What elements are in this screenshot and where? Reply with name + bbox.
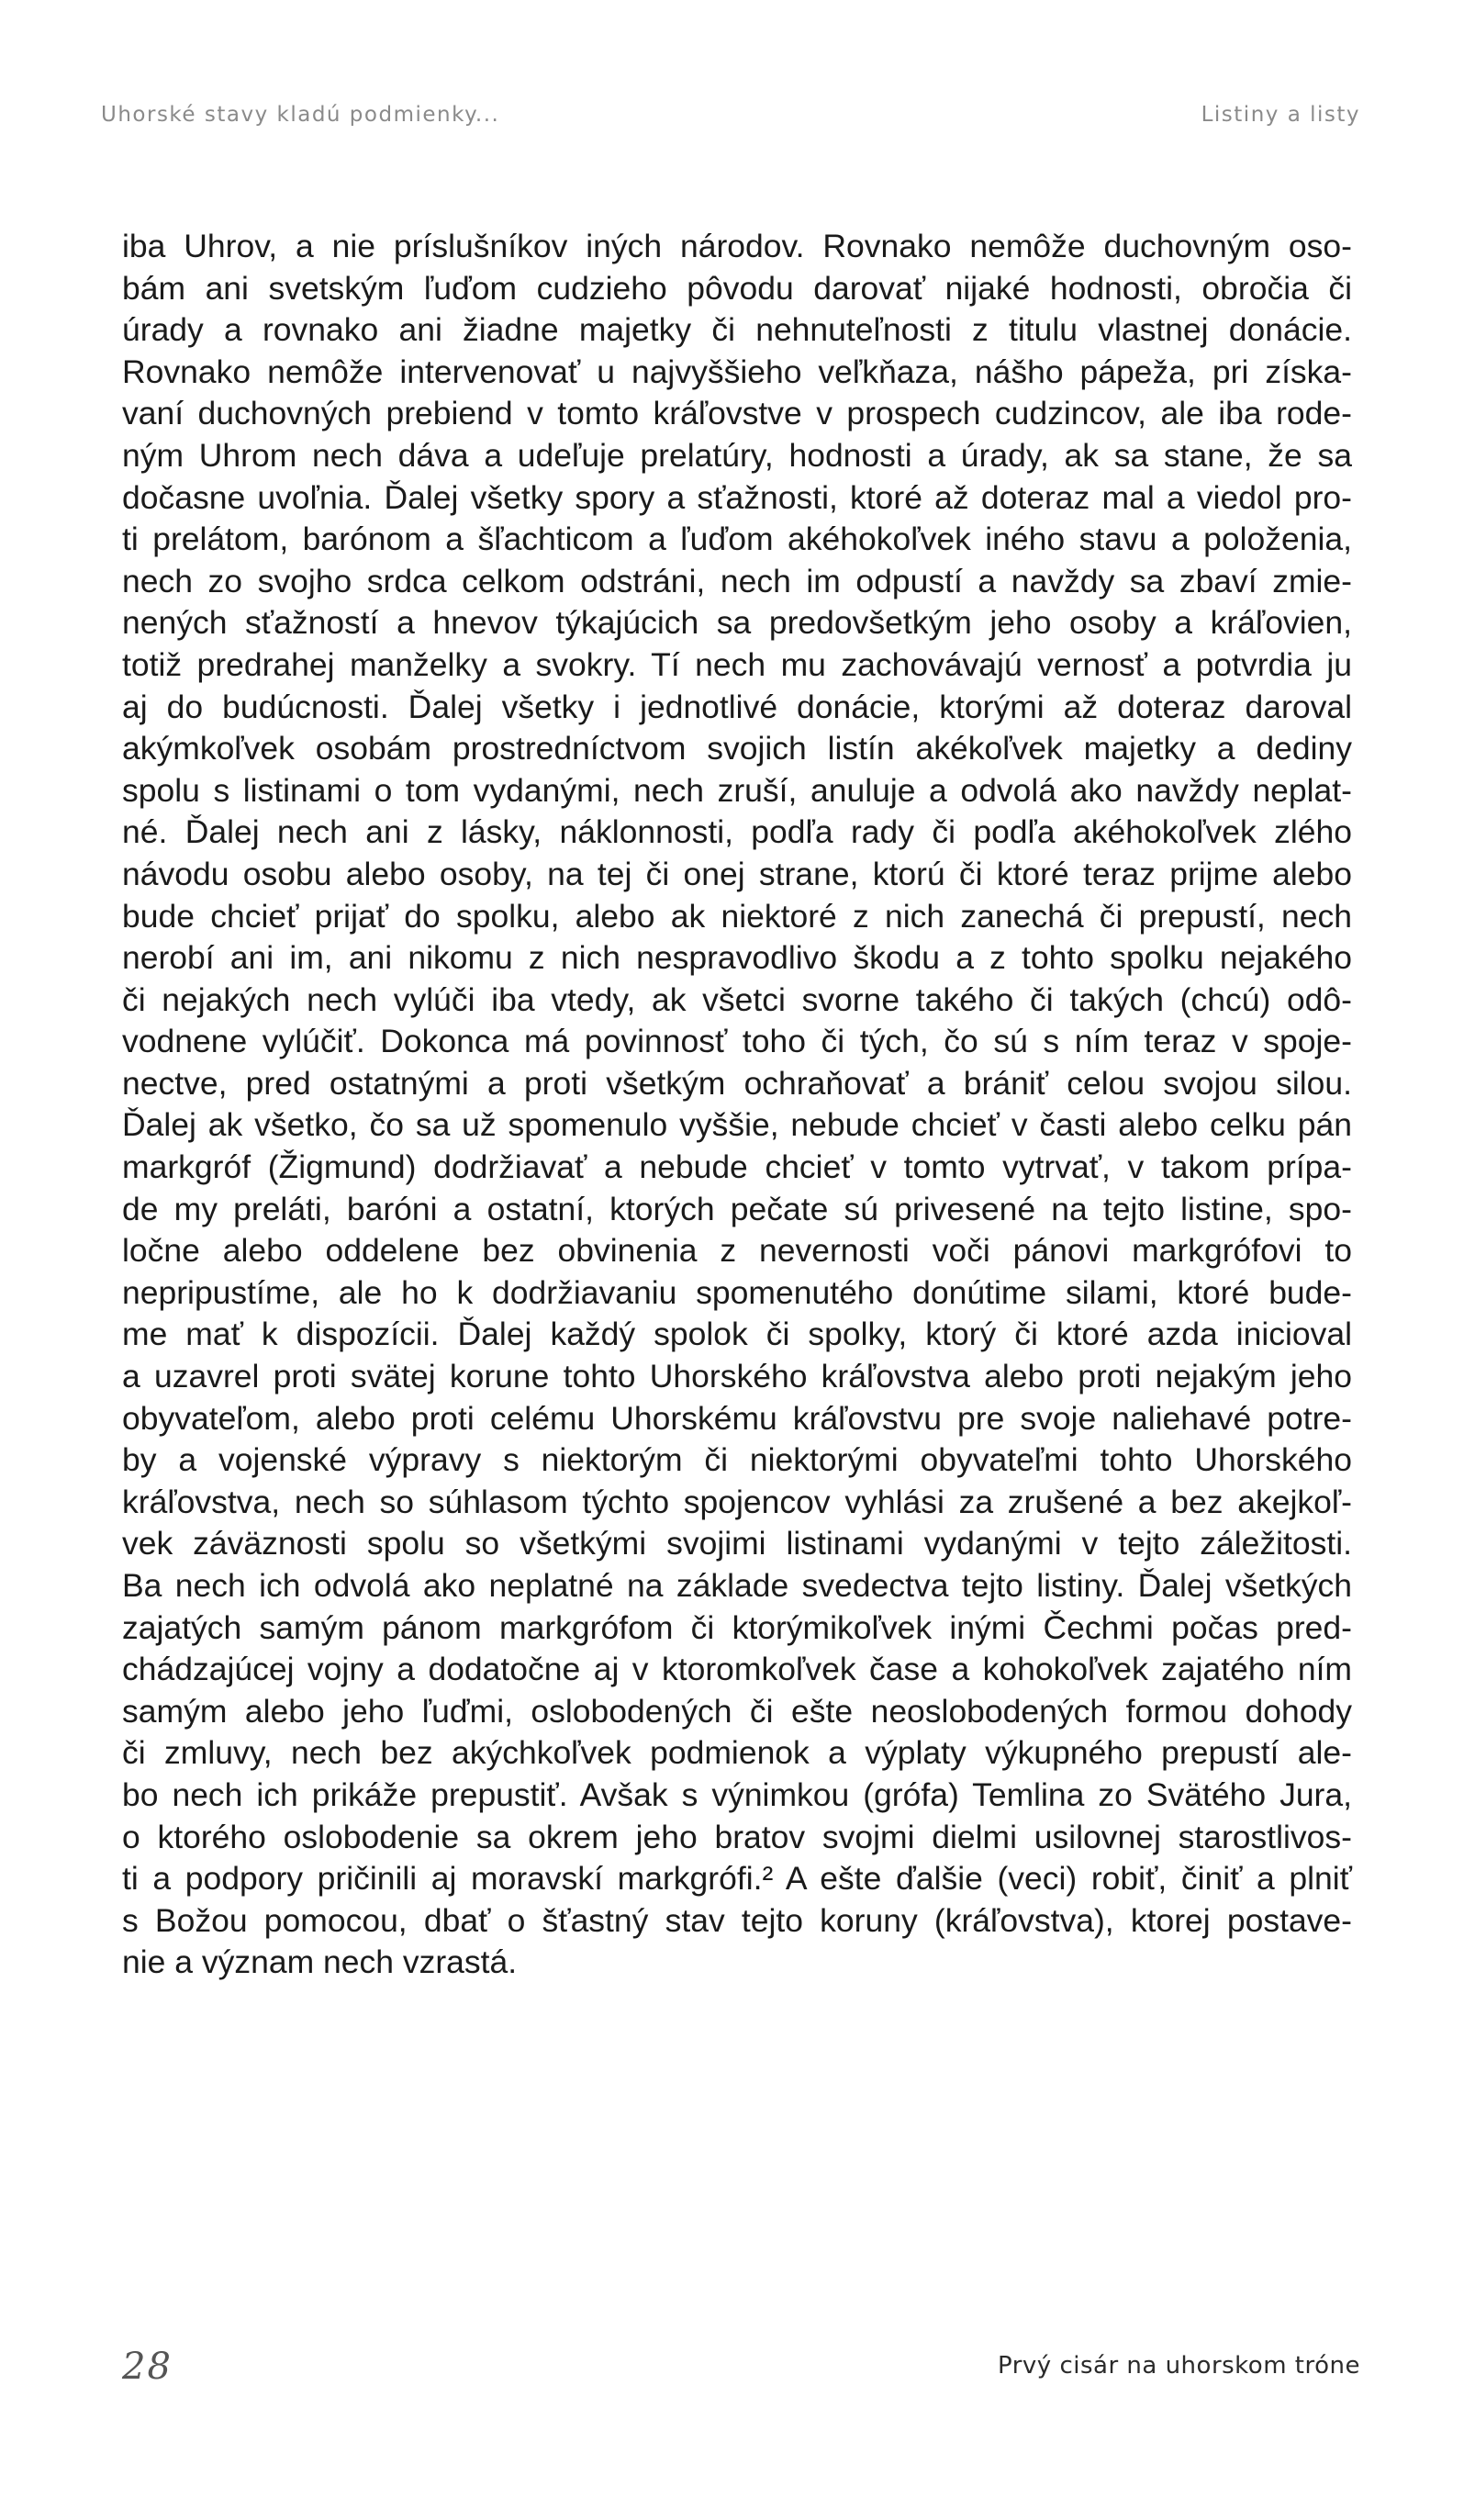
text-line: markgróf (Žigmund) dodržiavať a nebude chcieť v tomto vytrvať, v takom prípa-	[122, 1148, 1352, 1186]
text-line: vodnene vylúčiť. Dokonca má povinnosť toho či tých, čo sú s ním teraz v spoje-	[122, 1023, 1352, 1060]
book-title-footer: Prvý cisár na uhorskom tróne	[998, 2352, 1360, 2380]
text-line: nectve, pred ostatnými a proti všetkým ochraňovať a brániť celou svojou silou.	[122, 1064, 1352, 1102]
text-line: né. Ďalej nech ani z lásky, náklonnosti, podľa rady či podľa akéhokoľvek zlého	[122, 813, 1352, 851]
running-header-section: Listiny a listy	[1201, 103, 1360, 127]
text-line: dočasne uvoľnia. Ďalej všetky spory a sťažnosti, ktoré až doteraz mal a viedol pro-	[122, 478, 1352, 516]
text-line: nepripustíme, ale ho k dodržiavaniu spomenutého donútime silami, ktoré bude-	[122, 1273, 1352, 1311]
text-line: iba Uhrov, a nie príslušníkov iných národov. Rovnako nemôže duchovným oso-	[122, 228, 1352, 264]
text-line: chádzajúcej vojny a dodatočne aj v ktoromkoľvek čase a kohokoľvek zajatého ním	[122, 1651, 1352, 1688]
text-line: o ktorého oslobodenie sa okrem jeho bratov svojmi dielmi usilovnej starostlivos-	[122, 1818, 1352, 1855]
text-line: de my preláti, baróni a ostatní, ktorých pečate sú privesené na tejto listine, spo-	[122, 1190, 1352, 1227]
text-line: bo nech ich prikáže prepustiť. Avšak s výnimkou (grófa) Temlina zo Svätého Jura,	[122, 1775, 1352, 1813]
running-header-chapter: Uhorské stavy kladú podmienky...	[101, 103, 500, 127]
text-line: a uzavrel proti svätej korune tohto Uhorského kráľovstva alebo proti nejakým jeho	[122, 1358, 1352, 1395]
text-line: by a vojenské výpravy s niektorým či niektorými obyvateľmi tohto Uhorského	[122, 1441, 1352, 1479]
text-line: zajatých samým pánom markgrófom či ktorýmikoľvek inými Čechmi počas pred-	[122, 1608, 1352, 1646]
text-line: totiž predrahej manželky a svokry. Tí nech mu zachovávajú vernosť a potvrdia ju	[122, 645, 1352, 683]
text-line: vek záväznosti spolu so všetkými svojimi listinami vydanými v tejto záležitosti.	[122, 1525, 1352, 1562]
running-header	[101, 103, 1360, 140]
text-line: Rovnako nemôže intervenovať u najvyššieho veľkňaza, nášho pápeža, pri získa-	[122, 353, 1352, 390]
text-line: ti a podpory pričinili aj moravskí markgrófi.² A ešte ďalšie (veci) robiť, činiť a plniť	[122, 1860, 1352, 1898]
text-line: úrady a rovnako ani žiadne majetky či nehnuteľnosti z titulu vlastnej donácie.	[122, 311, 1352, 349]
text-line: nerobí ani im, ani nikomu z nich nespravodlivo škodu a z tohto spolku nejakého	[122, 939, 1352, 977]
text-line: nech zo svojho srdca celkom odstráni, nech im odpustí a navždy sa zbaví zmie-	[122, 562, 1352, 599]
text-line: akýmkoľvek osobám prostredníctvom svojich listín akékoľvek majetky a dediny	[122, 730, 1352, 767]
text-line: ti prelátom, barónom a šľachticom a ľuďom akéhokoľvek iného stavu a položenia,	[122, 521, 1352, 558]
text-line: nených sťažností a hnevov týkajúcich sa predovšetkým jeho osoby a kráľovien,	[122, 604, 1352, 642]
text-line: kráľovstva, nech so súhlasom týchto spojencov vyhlási za zrušené a bez akejkoľ-	[122, 1483, 1352, 1520]
text-line: či zmluvy, nech bez akýchkoľvek podmienok a výplaty výkupného prepustí ale-	[122, 1734, 1352, 1772]
text-line: bám ani svetským ľuďom cudzieho pôvodu darovať nijaké hodnosti, obročia či	[122, 269, 1352, 307]
text-line: obyvateľom, alebo proti celému Uhorskému kráľovstvu pre svoje naliehavé potre-	[122, 1399, 1352, 1437]
text-line: ločne alebo oddelene bez obvinenia z nevernosti voči pánovi markgrófovi to	[122, 1232, 1352, 1270]
page-number: 28	[122, 2346, 173, 2388]
text-line: aj do budúcnosti. Ďalej všetky i jednotlivé donácie, ktorými až doteraz daroval	[122, 688, 1352, 725]
text-line: vaní duchovných prebiend v tomto kráľovstve v prospech cudzincov, ale iba rode-	[122, 395, 1352, 432]
text-line: Ba nech ich odvolá ako neplatné na základe svedectva tejto listiny. Ďalej všetkých	[122, 1567, 1352, 1604]
text-line: Ďalej ak všetko, čo sa už spomenulo vyššie, nebude chcieť v časti alebo celku pán	[122, 1106, 1352, 1144]
text-line: nie a význam nech vzrastá.	[122, 1943, 518, 1981]
text-line: bude chcieť prijať do spolku, alebo ak niektoré z nich zanechá či prepustí, nech	[122, 897, 1352, 935]
text-line: ným Uhrom nech dáva a udeľuje prelatúry, hodnosti a úrady, ak sa stane, že sa	[122, 436, 1352, 474]
text-line: či nejakých nech vylúči iba vtedy, ak všetci svorne takého či takých (chcú) odô-	[122, 980, 1352, 1018]
text-line: me mať k dispozícii. Ďalej každý spolok či spolky, ktorý či ktoré azda inicioval	[122, 1316, 1352, 1353]
text-line: s Božou pomocou, dbať o šťastný stav tejto koruny (kráľovstva), ktorej postave-	[122, 1901, 1352, 1939]
body-text	[122, 226, 1352, 1984]
text-line: samým alebo jeho ľuďmi, oslobodených či ešte neoslobodených formou dohody	[122, 1692, 1352, 1730]
text-line: návodu osobu alebo osoby, na tej či onej strane, ktorú či ktoré teraz prijme alebo	[122, 855, 1352, 892]
text-line: spolu s listinami o tom vydanými, nech zruší, anuluje a odvolá ako navždy neplat-	[122, 771, 1352, 809]
